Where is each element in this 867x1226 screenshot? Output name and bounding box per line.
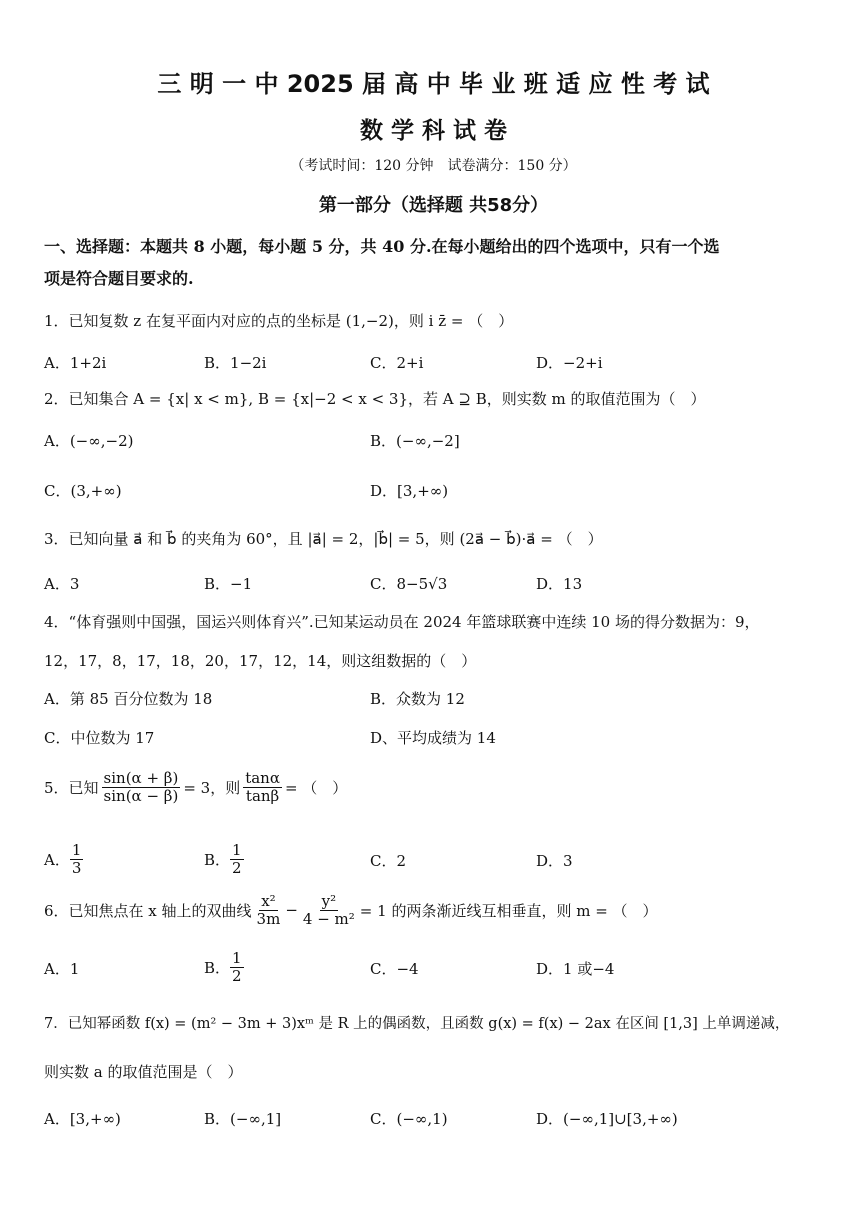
- question-2-option-b[interactable]: B．(−∞,−2]: [370, 432, 460, 450]
- question-6-suffix: = 1 的两条渐近线互相垂直，则 m = （ ）: [359, 901, 658, 920]
- question-7-option-d[interactable]: D．(−∞,1]∪[3,+∞): [536, 1110, 678, 1128]
- fraction-denominator: sin(α − β): [103, 786, 179, 805]
- fraction-numerator: 1: [71, 841, 82, 859]
- question-7-stem-line1: 7．已知幂函数 f(x) = (m² − 3m + 3)xᵐ 是 R 上的偶函数，且函数 g(x) = f(x) − 2ax 在区间 [1,3] 上单调递减，: [44, 1016, 790, 1032]
- question-1-option-c[interactable]: C．2+i: [370, 354, 424, 372]
- fraction-denominator: tanβ: [245, 786, 280, 805]
- exam-subtitle: 数 学 科 试 卷: [359, 118, 508, 144]
- question-2-stem: 2．已知集合 A = {x| x < m}, B = {x|−2 < x < 3}，若 A ⊇ B，则实数 m 的取值范围为（ ）: [44, 390, 706, 408]
- question-4-stem-line1: 4．“体育强则中国强，国运兴则体育兴”.已知某运动员在 2024 年篮球联赛中连续 10 场的得分数据为：9，: [44, 613, 760, 631]
- question-7-option-a[interactable]: A．[3,+∞): [44, 1110, 121, 1128]
- question-5-option-b[interactable]: [204, 842, 244, 876]
- fraction-numerator: y²: [321, 892, 337, 910]
- fraction-denominator: 4 − m²: [302, 909, 355, 928]
- question-6-option-b[interactable]: [204, 950, 244, 984]
- fraction-numerator: sin(α + β): [103, 769, 179, 787]
- question-6-minus: −: [285, 901, 298, 919]
- fraction-numerator: tanα: [245, 769, 280, 787]
- question-5-prefix: 5．已知: [44, 778, 99, 797]
- option-fraction: [230, 842, 244, 876]
- question-7-option-b[interactable]: B．(−∞,1]: [204, 1110, 282, 1128]
- option-label: A．: [44, 850, 70, 869]
- question-4-option-c[interactable]: C．中位数为 17: [44, 729, 155, 747]
- fraction-denominator: 2: [232, 858, 242, 877]
- section-instructions-line2: 项是符合题目要求的.: [44, 269, 194, 288]
- exam-info: （考试时间：120 分钟 试卷满分：150 分）: [290, 158, 577, 174]
- question-5-fraction-sin: [102, 770, 181, 804]
- question-6-option-a[interactable]: A．1: [44, 960, 80, 978]
- question-3-option-c[interactable]: C．8−5√3: [370, 575, 448, 593]
- section-instructions-line1: 一、选择题：本题共 8 小题，每小题 5 分，共 40 分.在每小题给出的四个选项中，只有一个选: [44, 237, 720, 256]
- fraction-denominator: 3m: [256, 909, 281, 928]
- option-fraction: [230, 950, 244, 984]
- question-5-middle: = 3，则: [183, 778, 241, 797]
- question-6-fraction-x: [255, 893, 283, 927]
- question-4-option-a[interactable]: A．第 85 百分位数为 18: [44, 690, 213, 708]
- question-5-stem: [44, 770, 347, 804]
- question-6-option-d[interactable]: D．1 或−4: [536, 960, 615, 978]
- question-6-option-c[interactable]: C．−4: [370, 960, 419, 978]
- question-3-option-a[interactable]: A．3: [44, 575, 80, 593]
- question-1-option-d[interactable]: D．−2+i: [536, 354, 603, 372]
- question-1-stem: 1．已知复数 z 在复平面内对应的点的坐标是 (1,−2)，则 i z̄ = （ ）: [44, 312, 514, 330]
- question-5-option-a[interactable]: [44, 842, 83, 876]
- question-5-suffix: = （ ）: [284, 778, 348, 797]
- question-2-option-d[interactable]: D．[3,+∞): [370, 482, 449, 500]
- part-title: 第一部分（选择题 共58分）: [318, 195, 549, 216]
- question-3-stem: 3．已知向量 a⃗ 和 b⃗ 的夹角为 60°，且 |a⃗| = 2，|b⃗| = 5，则 (2a⃗ − b⃗)·a⃗ = （ ）: [44, 530, 603, 548]
- question-6-prefix: 6．已知焦点在 x 轴上的双曲线: [44, 901, 252, 920]
- question-1-option-a[interactable]: A．1+2i: [44, 354, 107, 372]
- fraction-denominator: 3: [71, 858, 82, 877]
- question-5-option-c[interactable]: C．2: [370, 852, 407, 870]
- option-label: B．: [204, 958, 231, 977]
- exam-title: 三 明 一 中 2025 届 高 中 毕 业 班 适 应 性 考 试: [157, 70, 710, 98]
- question-4-stem-line2: 12，17，8，17，18，20，17，12，14，则这组数据的（ ）: [44, 652, 477, 670]
- question-3-option-d[interactable]: D．13: [536, 575, 583, 593]
- question-6-fraction-y: [301, 893, 357, 927]
- question-7-stem-line2: 则实数 a 的取值范围是（ ）: [44, 1063, 243, 1081]
- fraction-numerator: 1: [232, 841, 242, 859]
- question-7-option-c[interactable]: C．(−∞,1): [370, 1110, 448, 1128]
- question-2-option-c[interactable]: C．(3,+∞): [44, 482, 122, 500]
- option-label: B．: [204, 850, 231, 869]
- option-fraction: [70, 842, 84, 876]
- question-5-option-d[interactable]: D．3: [536, 852, 573, 870]
- question-6-stem: [44, 893, 658, 927]
- fraction-numerator: x²: [261, 892, 276, 910]
- question-5-fraction-tan: [243, 770, 282, 804]
- question-3-option-b[interactable]: B．−1: [204, 575, 253, 593]
- question-1-option-b[interactable]: B．1−2i: [204, 354, 267, 372]
- question-4-option-d[interactable]: D、平均成绩为 14: [370, 729, 496, 747]
- question-4-option-b[interactable]: B．众数为 12: [370, 690, 465, 708]
- fraction-denominator: 2: [232, 966, 242, 985]
- question-2-option-a[interactable]: A．(−∞,−2): [44, 432, 134, 450]
- fraction-numerator: 1: [232, 949, 242, 967]
